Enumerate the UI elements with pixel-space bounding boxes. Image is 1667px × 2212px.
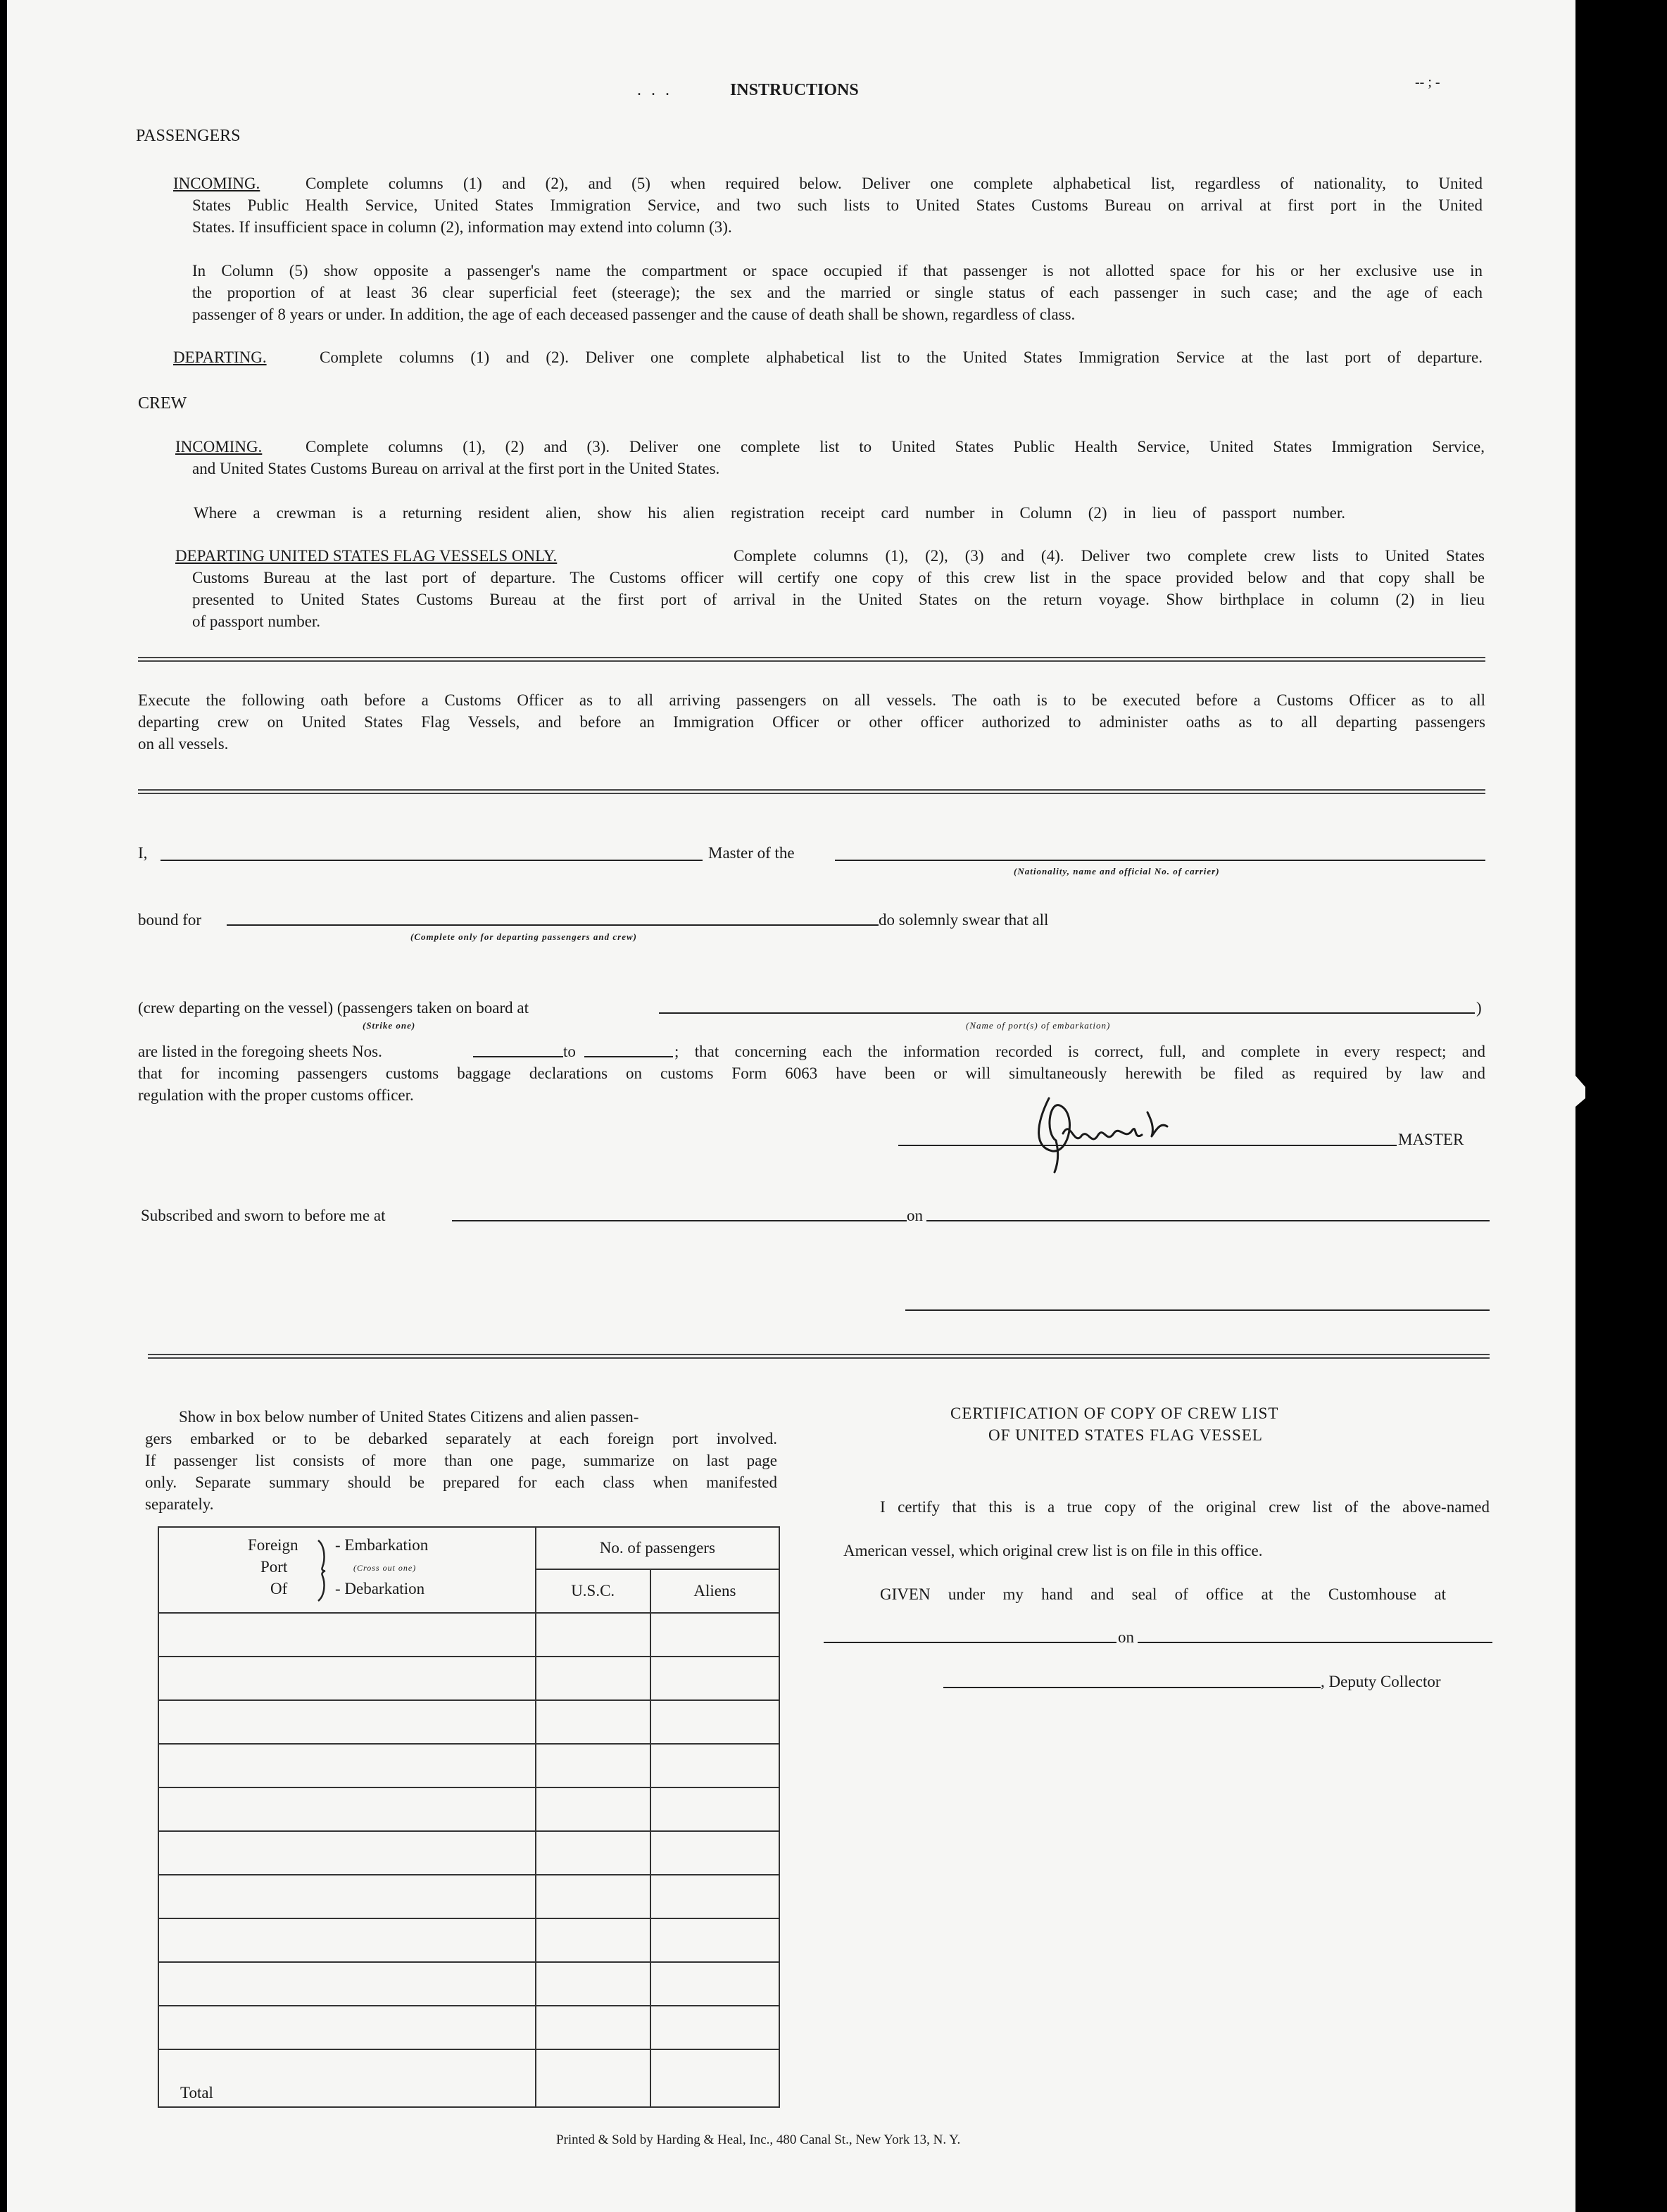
passengers-incoming-line: States Public Health Service, United States Immigration Service, and two such lists to United States Customs Bureau on arrival at first port in the United — [192, 196, 1483, 214]
officer-signature-line[interactable] — [905, 1309, 1490, 1311]
listed-to-label: to — [563, 1043, 576, 1060]
summary-line: separately. — [145, 1495, 214, 1513]
bound-for-line[interactable] — [227, 924, 879, 926]
summary-line: If passenger list consists of more than one page, summarize on last page — [145, 1452, 777, 1469]
master-label: MASTER — [1398, 1131, 1464, 1148]
table-row — [158, 2006, 779, 2049]
crew-departing-line: presented to United States Customs Bureau at the first port of arrival in the United States on the return voyage. Show birthplace in column (2) in lieu — [192, 591, 1485, 608]
port-cell[interactable] — [158, 1657, 536, 1700]
debarkation-label: - Debarkation — [335, 1580, 425, 1597]
printer-footer: Printed & Sold by Harding & Heal, Inc., 480 Canal St., New York 13, N. Y. — [556, 2132, 961, 2147]
section-divider — [138, 789, 1485, 794]
crew-incoming-label: INCOMING. — [175, 438, 263, 455]
aliens-cell[interactable] — [650, 1918, 779, 1962]
document-page — [7, 0, 1575, 2212]
usc-cell[interactable] — [536, 1657, 650, 1700]
column5-line: the proportion of at least 36 clear superficial feet (steerage); the sex and the married or single status of each passenger in such case; and the age of each — [192, 284, 1483, 301]
oath-instruction-line: Execute the following oath before a Customs Officer as to all arriving passengers on all vessels. The oath is to be executed before a Customs Officer as to all — [138, 691, 1485, 709]
brace-icon — [315, 1539, 329, 1602]
aliens-cell[interactable] — [650, 1787, 779, 1831]
summary-line: Show in box below number of United States Citizens and alien passen- — [179, 1408, 639, 1426]
aliens-cell[interactable] — [650, 1613, 779, 1657]
usc-cell[interactable] — [536, 1613, 650, 1657]
customhouse-line[interactable] — [824, 1642, 1116, 1643]
embarkation-ports-line[interactable] — [659, 1012, 1475, 1014]
sheet-from-line[interactable] — [473, 1056, 563, 1057]
foreign-label: Foreign — [248, 1536, 298, 1554]
port-cell[interactable] — [158, 2006, 536, 2049]
certification-date-line[interactable] — [1138, 1642, 1492, 1643]
section-divider — [148, 1354, 1490, 1359]
passengers-incoming-label: INCOMING. — [173, 175, 260, 192]
port-cell[interactable] — [158, 1875, 536, 1918]
deputy-signature-line[interactable] — [943, 1687, 1321, 1688]
aliens-cell[interactable] — [650, 1831, 779, 1875]
num-passengers-header: No. of passengers — [536, 1527, 779, 1569]
section-divider — [138, 657, 1485, 662]
listed-text-b: ; that concerning each the information recorded is correct, full, and complete in every respect; and — [674, 1043, 1485, 1060]
aliens-cell[interactable] — [650, 1700, 779, 1744]
page-title: INSTRUCTIONS — [730, 81, 859, 99]
strike-one-hint: (Strike one) — [363, 1020, 416, 1031]
sworn-on-label: on — [907, 1207, 923, 1224]
port-cell[interactable] — [158, 1831, 536, 1875]
aliens-total-cell[interactable] — [650, 2049, 779, 2107]
sworn-at-line[interactable] — [452, 1220, 907, 1221]
crew-departing-strike-text: (crew departing on the vessel) (passengers taken on board at — [138, 999, 529, 1017]
table-row — [158, 1700, 779, 1744]
crew-heading: CREW — [138, 394, 187, 413]
usc-cell[interactable] — [536, 2006, 650, 2049]
port-cell[interactable] — [158, 1962, 536, 2006]
deputy-collector-label: , Deputy Collector — [1321, 1673, 1441, 1690]
table-row — [158, 1831, 779, 1875]
usc-cell[interactable] — [536, 1918, 650, 1962]
crew-departing-line: of passport number. — [192, 612, 321, 630]
crew-departing-label: DEPARTING UNITED STATES FLAG VESSELS ONLY. — [175, 547, 558, 565]
master-signature — [1021, 1084, 1218, 1176]
port-cell[interactable] — [158, 1700, 536, 1744]
crew-departing-line: Customs Bureau at the last port of departure. The Customs officer will certify one copy of this crew list in the space provided below and that copy shall be — [192, 569, 1485, 586]
usc-header: U.S.C. — [536, 1569, 650, 1613]
column5-line: passenger of 8 years or under. In addition, the age of each deceased passenger and the cause of death shall be shown, regardless of class. — [192, 306, 1076, 323]
port-header-cell — [158, 1527, 536, 1613]
crew-resident-text: Where a crewman is a returning resident alien, show his alien registration receipt card number in Column (2) in lieu of passport number. — [194, 504, 1345, 522]
certification-line: GIVEN under my hand and seal of office at the Customhouse at — [880, 1585, 1446, 1603]
table-row — [158, 1787, 779, 1831]
table-row — [158, 1657, 779, 1700]
carrier-hint: (Nationality, name and official No. of carrier) — [1014, 866, 1220, 876]
usc-total-cell[interactable] — [536, 2049, 650, 2107]
usc-cell[interactable] — [536, 1831, 650, 1875]
oath-i-label: I, — [138, 844, 148, 862]
total-row — [158, 2049, 779, 2107]
crew-incoming-line: and United States Customs Bureau on arrival at the first port in the United States. — [192, 460, 720, 477]
crew-departing-line: Complete columns (1), (2), (3) and (4). Deliver two complete crew lists to United States — [734, 547, 1485, 565]
header-dots: . . . — [637, 81, 672, 99]
aliens-cell[interactable] — [650, 1962, 779, 2006]
certification-on-label: on — [1118, 1628, 1134, 1646]
summary-line: gers embarked or to be debarked separately at each foreign port involved. — [145, 1430, 777, 1447]
passengers-incoming-line: States. If insufficient space in column (2), information may extend into column (3). — [192, 218, 732, 236]
table-row — [158, 1875, 779, 1918]
cross-out-hint: (Cross out one) — [353, 1563, 417, 1573]
close-paren: ) — [1476, 999, 1482, 1017]
table-row — [158, 1613, 779, 1657]
aliens-cell[interactable] — [650, 1657, 779, 1700]
column5-line: In Column (5) show opposite a passenger's name the compartment or space occupied if that passenger is not allotted space for his or her exclusive use in — [192, 262, 1483, 279]
table-row — [158, 1918, 779, 1962]
crew-incoming-line: Complete columns (1), (2) and (3). Deliver one complete list to United States Public Health Service, United States Immigration Service, — [306, 438, 1485, 455]
port-cell[interactable] — [158, 1613, 536, 1657]
passengers-departing-text: Complete columns (1) and (2). Deliver one complete alphabetical list to the United States Immigration Service at the last port of departure. — [320, 348, 1483, 366]
listed-line: that for incoming passengers customs baggage declarations on customs Form 6063 have been or will simultaneously herewith be filed as required by law and — [138, 1064, 1485, 1082]
certification-title: CERTIFICATION OF COPY OF CREW LIST — [950, 1405, 1279, 1422]
corner-mark: -- ; - — [1415, 75, 1440, 90]
port-cell[interactable] — [158, 1918, 536, 1962]
aliens-cell[interactable] — [650, 2006, 779, 2049]
sworn-on-line[interactable] — [926, 1220, 1490, 1221]
of-label: Of — [270, 1580, 288, 1597]
master-name-line[interactable] — [161, 860, 703, 861]
oath-instruction-line: on all vessels. — [138, 735, 229, 753]
master-of-the-label: Master of the — [708, 844, 795, 862]
listed-text-a: are listed in the foregoing sheets Nos. — [138, 1043, 382, 1060]
port-cell[interactable] — [158, 1744, 536, 1787]
ports-hint: (Name of port(s) of embarkation) — [966, 1020, 1111, 1031]
usc-cell[interactable] — [536, 1787, 650, 1831]
page-tab-marker — [1564, 1070, 1585, 1112]
sheet-to-line[interactable] — [584, 1056, 673, 1057]
oath-instruction-line: departing crew on United States Flag Vessels, and before an Immigration Officer or other officer authorized to administer oaths as to all departing passengers — [138, 713, 1485, 731]
passengers-departing-label: DEPARTING. — [173, 348, 267, 366]
aliens-cell[interactable] — [650, 1875, 779, 1918]
certification-line: I certify that this is a true copy of the original crew list of the above-named — [880, 1498, 1490, 1516]
table-row — [158, 1744, 779, 1787]
aliens-header: Aliens — [650, 1569, 779, 1613]
bound-hint: (Complete only for departing passengers and crew) — [410, 931, 637, 942]
usc-cell[interactable] — [536, 1962, 650, 2006]
aliens-cell[interactable] — [650, 1744, 779, 1787]
subscribed-text: Subscribed and sworn to before me at — [141, 1207, 386, 1224]
passengers-incoming-line: Complete columns (1) and (2), and (5) when required below. Deliver one complete alphabetical list, regardless of nationality, to United — [306, 175, 1483, 192]
total-label: Total — [158, 2049, 536, 2107]
certification-title: OF UNITED STATES FLAG VESSEL — [988, 1426, 1263, 1444]
carrier-line[interactable] — [835, 860, 1485, 861]
passenger-summary-table — [158, 1526, 780, 2108]
summary-line: only. Separate summary should be prepared for each class when manifested — [145, 1473, 777, 1491]
port-label: Port — [260, 1558, 288, 1576]
embarkation-label: - Embarkation — [335, 1536, 429, 1554]
table-row — [158, 1962, 779, 2006]
certification-line: American vessel, which original crew list is on file in this office. — [843, 1542, 1263, 1559]
bound-for-label: bound for — [138, 911, 202, 929]
usc-cell[interactable] — [536, 1700, 650, 1744]
port-cell[interactable] — [158, 1787, 536, 1831]
swear-text: do solemnly swear that all — [879, 911, 1049, 929]
usc-cell[interactable] — [536, 1744, 650, 1787]
passengers-heading: PASSENGERS — [136, 127, 241, 145]
usc-cell[interactable] — [536, 1875, 650, 1918]
listed-line: regulation with the proper customs officer. — [138, 1086, 414, 1104]
